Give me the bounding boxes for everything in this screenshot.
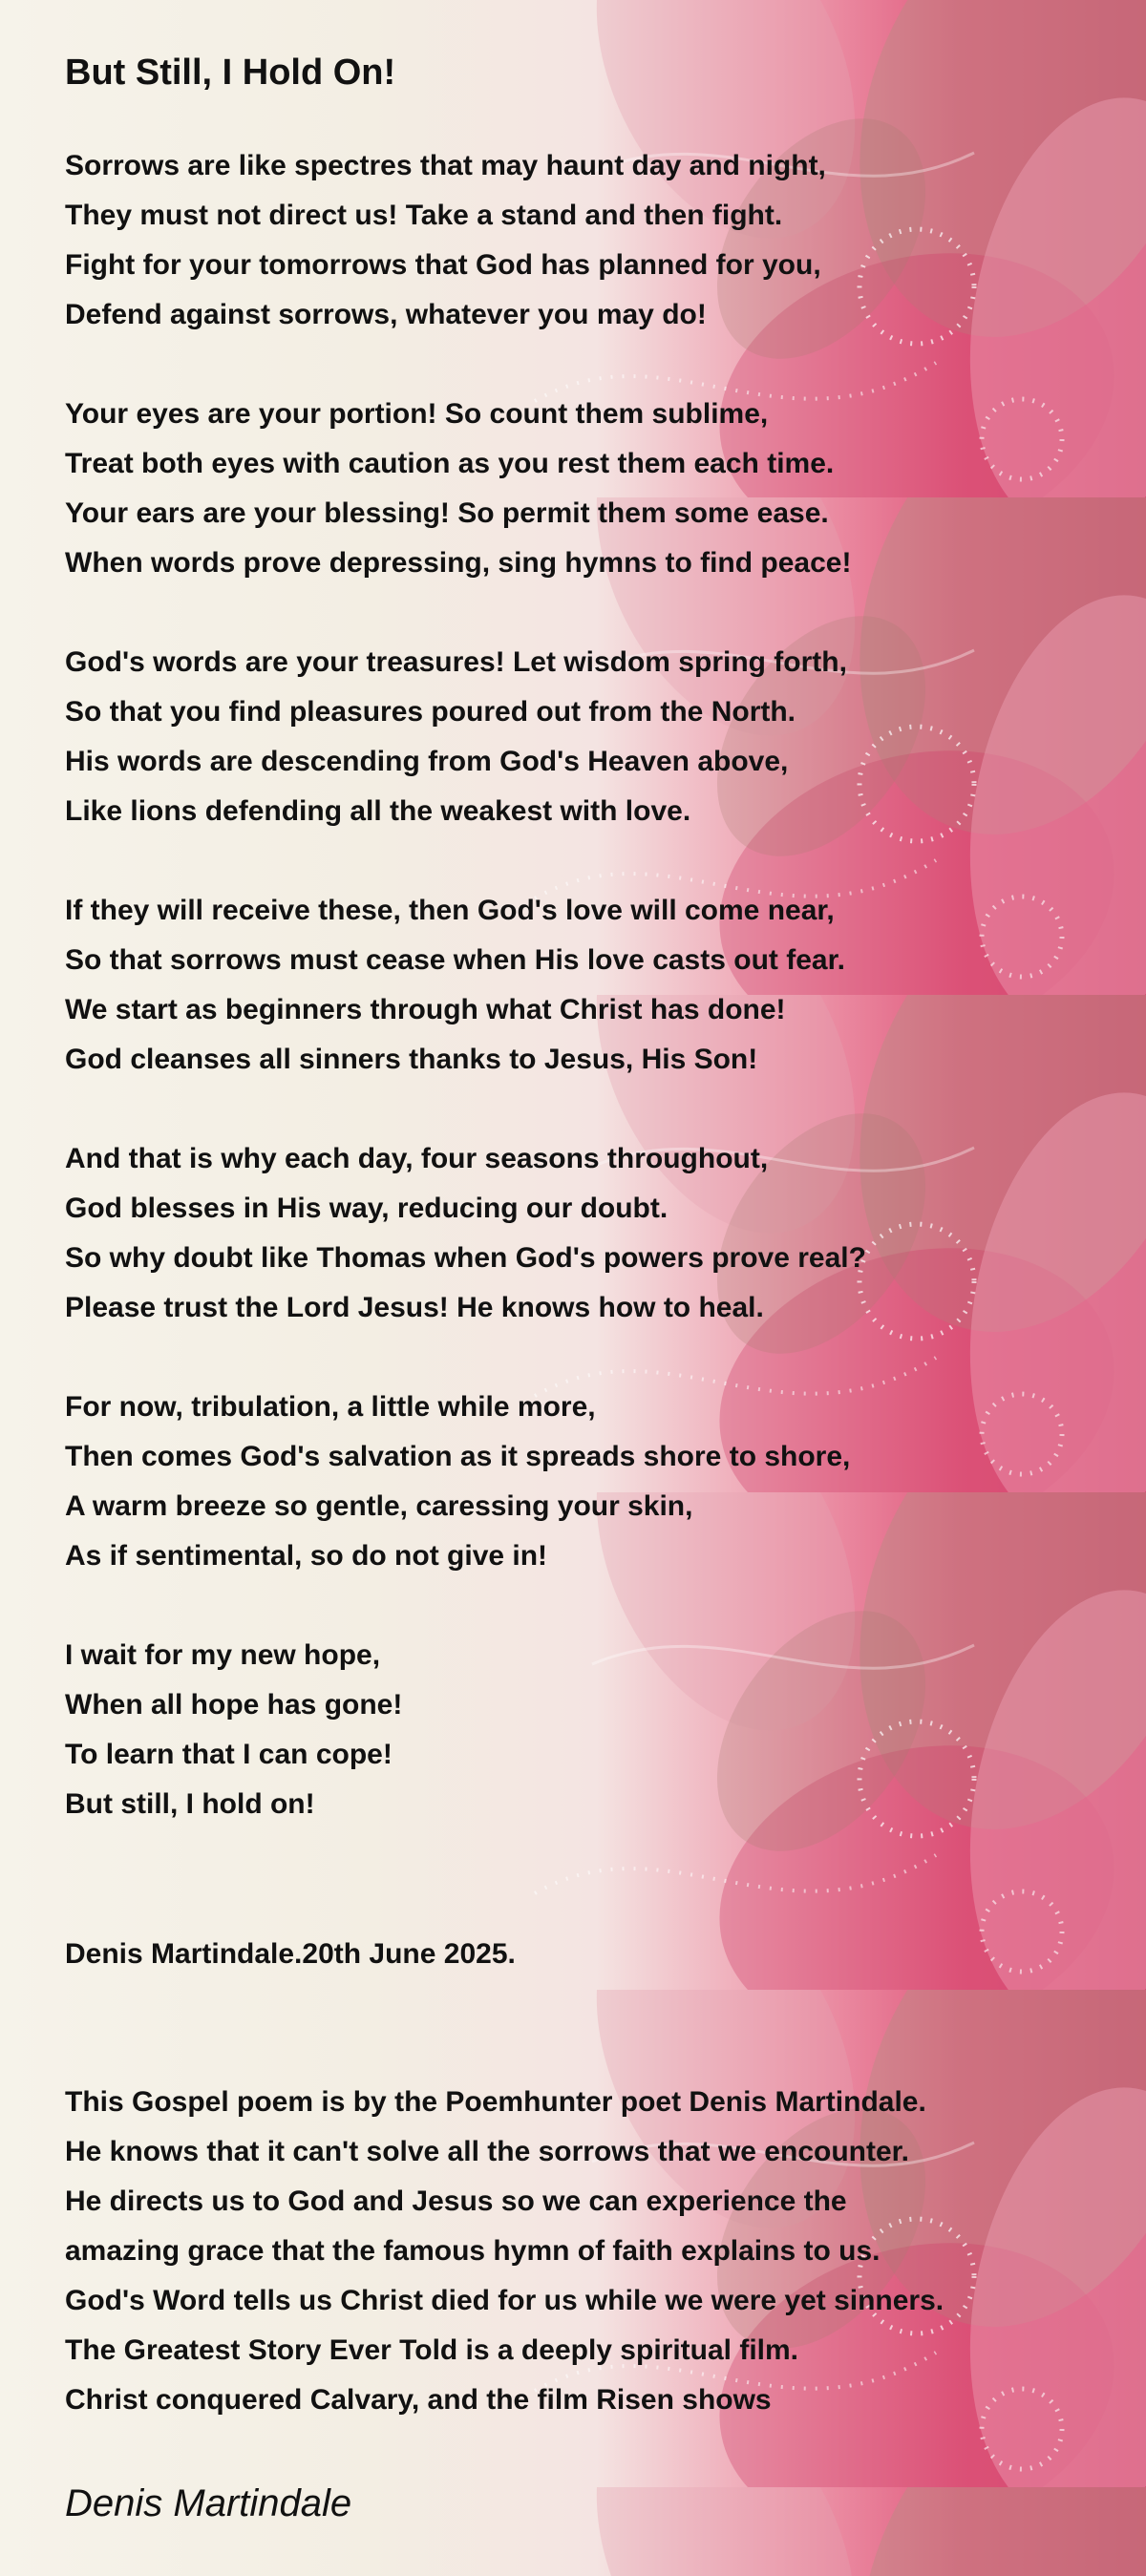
stanza-4 — [65, 886, 845, 1085]
poem-line: And that is why each day, four seasons throughout, — [65, 1143, 769, 1174]
poem-line: Defend against sorrows, whatever you may do! — [65, 299, 707, 330]
poem-line: But still, I hold on! — [65, 1788, 315, 1820]
stanza-6 — [65, 1383, 850, 1581]
poem-line: When words prove depressing, sing hymns to find peace! — [65, 547, 852, 579]
poem-line: Fight for your tomorrows that God has planned for you, — [65, 249, 821, 281]
poem-line: If they will receive these, then God's love will come near, — [65, 895, 835, 926]
author-signature: Denis Martindale — [65, 2482, 352, 2524]
poem-line: God blesses in His way, reducing our doubt. — [65, 1193, 668, 1224]
poem-line: amazing grace that the famous hymn of faith explains to us. — [65, 2235, 881, 2267]
poem-line: Christ conquered Calvary, and the film Risen shows — [65, 2384, 772, 2416]
poem-line: Like lions defending all the weakest with love. — [65, 795, 691, 827]
stanza-9 — [65, 2078, 944, 2425]
poem-line: God cleanses all sinners thanks to Jesus, His Son! — [65, 1044, 758, 1075]
dedication-line — [65, 1930, 516, 1979]
poem-line: They must not direct us! Take a stand and then fight. — [65, 200, 783, 231]
poem-line: Then comes God's salvation as it spreads shore to shore, — [65, 1441, 851, 1472]
stanza-1 — [65, 141, 826, 340]
stanza-3 — [65, 638, 847, 836]
poem-line: Sorrows are like spectres that may haunt day and night, — [65, 150, 826, 181]
poem-line: So that you find pleasures poured out from the North. — [65, 696, 796, 728]
poem-line: As if sentimental, so do not give in! — [65, 1540, 548, 1572]
poem-line: So that sorrows must cease when His love casts out fear. — [65, 944, 845, 976]
poem-line: Treat both eyes with caution as you rest them each time. — [65, 448, 835, 479]
poem-line: His words are descending from God's Heaven above, — [65, 746, 789, 777]
stanza-7 — [65, 1631, 402, 1829]
poem-line: To learn that I can cope! — [65, 1739, 393, 1770]
poem-line: He knows that it can't solve all the sorrows that we encounter. — [65, 2136, 910, 2167]
stanza-2 — [65, 390, 851, 588]
poem-line: He directs us to God and Jesus so we can experience the — [65, 2185, 847, 2217]
poem-line: This Gospel poem is by the Poemhunter poet Denis Martindale. — [65, 2086, 926, 2118]
poem-line: We start as beginners through what Christ has done! — [65, 994, 786, 1025]
poem-line: So why doubt like Thomas when God's powers prove real? — [65, 1242, 866, 1274]
poem-line: I wait for my new hope, — [65, 1639, 381, 1671]
poem-line: For now, tribulation, a little while more, — [65, 1391, 596, 1423]
poem-line: Your ears are your blessing! So permit them some ease. — [65, 497, 829, 529]
poem-line: When all hope has gone! — [65, 1689, 403, 1721]
poem-line: A warm breeze so gentle, caressing your skin, — [65, 1490, 693, 1522]
poem-line: Denis Martindale.20th June 2025. — [65, 1938, 516, 1970]
stanza-5 — [65, 1134, 866, 1333]
poem-title: But Still, I Hold On! — [65, 53, 396, 93]
poem-line: Please trust the Lord Jesus! He knows how to heal. — [65, 1292, 764, 1323]
poem-line: The Greatest Story Ever Told is a deeply spiritual film. — [65, 2334, 799, 2366]
poem-line: God's Word tells us Christ died for us while we were yet sinners. — [65, 2285, 944, 2316]
poem-line: Your eyes are your portion! So count them sublime, — [65, 398, 769, 430]
poem-line: God's words are your treasures! Let wisdom spring forth, — [65, 646, 847, 678]
